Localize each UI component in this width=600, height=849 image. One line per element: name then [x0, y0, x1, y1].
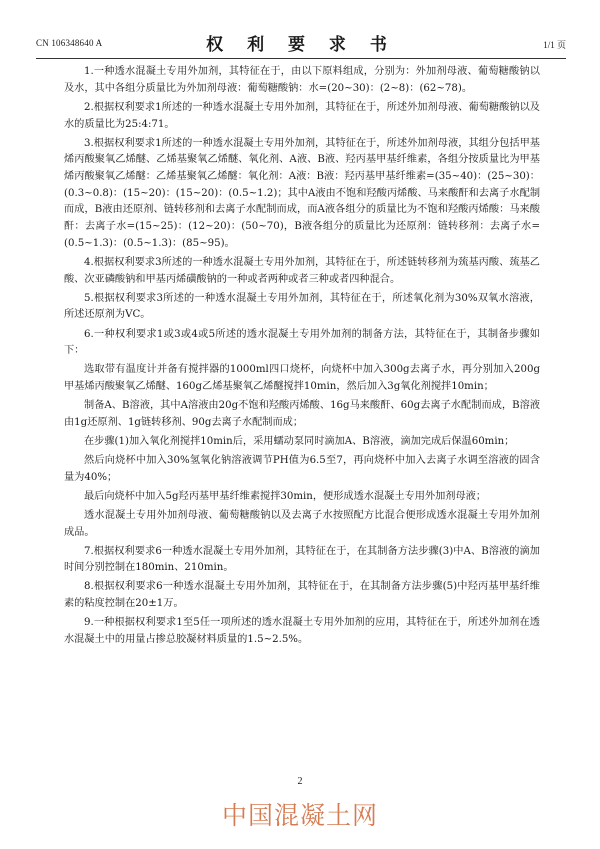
claim-8: 8.根据权利要求6一种透水混凝土专用外加剂，其特征在于，在其制备方法步骤(5)中羟丙基甲基纤维素的粘度控制在20±1万。 [64, 581, 540, 610]
step-5: 最后向烧杯中加入5g羟丙基甲基纤维素搅拌30min，便形成透水混凝土专用外加剂母液； [84, 490, 487, 502]
step-6: 透水混凝土专用外加剂母液、葡萄糖酸钠以及去离子水按照配方比混合便形成透水混凝土专用外加剂成品。 [64, 509, 540, 538]
claim-6: 6.一种权利要求1或3或4或5所述的透水混凝土专用外加剂的制备方法，其特征在于，其制备步骤如下： [64, 328, 540, 357]
claim-5: 5.根据权利要求3所述的一种透水混凝土专用外加剂，其特征在于，所述氧化剂为30%双氧水溶液，所述还原剂为VC。 [64, 292, 540, 321]
claim-3: 3.根据权利要求1所述的一种透水混凝土专用外加剂，其特征在于，所述外加剂母液，其组分包括甲基烯丙酸聚氧乙烯醚、乙烯基聚氧乙烯醚、氧化剂、A液、B液、羟丙基甲基纤维素，各组分按质量比为甲基烯丙酸聚氧乙烯醚：乙烯基聚氧乙烯醚：氧化剂：A液：B液：羟丙基甲基纤维素=(35~40)：(25~30)：(0.3~0.8)：(15~20)：(15~20)：(0.5~1.2)；其中A液由不饱和羟酸丙烯酸、马来酸酐和去离子水配制而成，B液由还原剂、链转移剂和去离子水配制而成，而A液各组分的质量比为不饱和羟酸丙烯酸：马来酸酐：去离子水=(15~25)：(12~20)：(50~70)，B液各组分的质量比为还原剂：链转移剂：去离子水=(0.5~1.3)：(0.5~1.3)：(85~95)。 [64, 137, 540, 249]
page-indicator: 1/1 页 [543, 40, 566, 50]
claim-7: 7.根据权利要求6一种透水混凝土专用外加剂，其特征在于，在其制备方法步骤(3)中A、B溶液的滴加时间分别控制在180min、210min。 [64, 545, 540, 574]
claims-body [64, 64, 540, 651]
claim-4: 4.根据权利要求3所述的一种透水混凝土专用外加剂，其特征在于，所述链转移剂为巯基丙酸、巯基乙酸、次亚磷酸钠和甲基丙烯磺酸钠的一种或者两种或者三种或者四种混合。 [64, 256, 540, 285]
step-1: 选取带有温度计并备有搅拌器的1000ml四口烧杯，向烧杯中加入300g去离子水，再分别加入200g甲基烯丙酸聚氧乙烯醚、160g乙烯基聚氧乙烯醚搅拌10min，然后加入3g氧化剂搅拌10min； [64, 364, 540, 392]
step-2: 制备A、B溶液，其中A溶液由20g不饱和羟酸丙烯酸、16g马来酸酐、60g去离子水配制而成，B溶液由1g还原剂、1g链转移剂、90g去离子水配制而成； [64, 400, 540, 428]
step-3: 在步骤(1)加入氧化剂搅拌10min后，采用蠕动泵同时滴加A、B溶液，滴加完成后保温60min； [84, 435, 515, 447]
claim-9: 9.一种根据权利要求1至5任一项所述的透水混凝土专用外加剂的应用，其特征在于，所述外加剂在透水混凝土中的用量占掺总胶凝材料质量的1.5~2.5%。 [64, 617, 540, 645]
footer-page-number: 2 [297, 776, 303, 787]
page-header [36, 30, 566, 54]
claim-1: 1.一种透水混凝土专用外加剂，其特征在于，由以下原料组成，分别为：外加剂母液、葡萄糖酸钠以及水，其中各组分质量比为外加剂母液：葡萄糖酸钠：水=(20~30)：(2~8)：(62~78)。 [64, 66, 540, 94]
step-4: 然后向烧杯中加入30%氢氧化钠溶液调节PH值为6.5至7，再向烧杯中加入去离子水调至溶液的固含量为40%； [64, 454, 540, 483]
document-title: 权 利 要 求 书 [206, 35, 396, 55]
watermark-text: 中国混凝土网 [221, 801, 378, 830]
claim-2: 2.根据权利要求1所述的一种透水混凝土专用外加剂，其特征在于，所述外加剂母液、葡萄糖酸钠以及水的质量比为25:4:71。 [64, 101, 540, 130]
document-number: CN 106348640 A [36, 38, 103, 48]
header-divider [36, 58, 566, 59]
